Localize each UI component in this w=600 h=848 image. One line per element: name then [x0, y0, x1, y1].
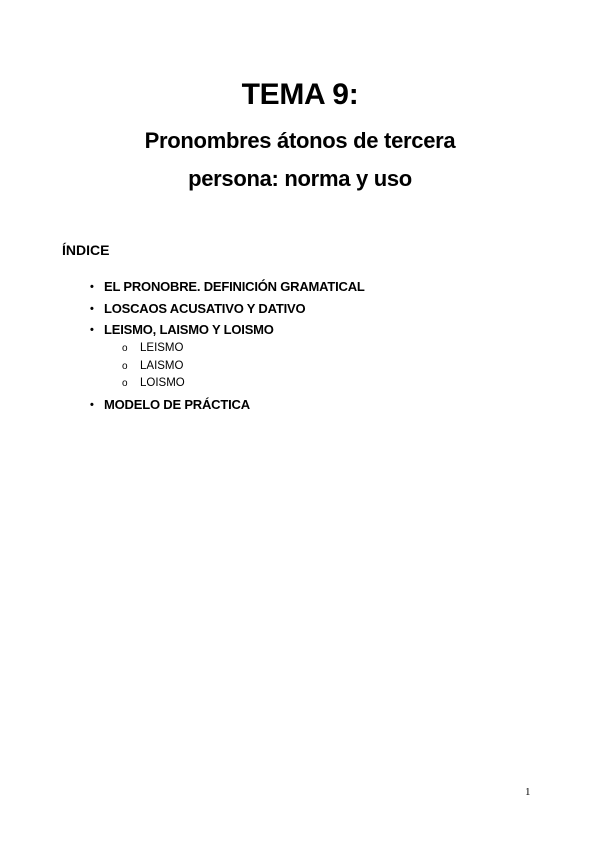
index-heading: ÍNDICE — [62, 242, 110, 258]
bullet-icon: • — [90, 280, 94, 293]
index-item — [90, 301, 305, 316]
index-item-label: LOSCAOS ACUSATIVO Y DATIVO — [104, 301, 306, 316]
index-subitem-label: LEISMO — [140, 342, 184, 354]
index-subitem — [122, 342, 183, 354]
index-item-label: EL PRONOBRE. DEFINICIÓN GRAMATICAL — [104, 279, 365, 294]
bullet-icon: • — [90, 302, 94, 315]
index-item — [90, 279, 365, 294]
document-title: TEMA 9: — [241, 78, 359, 111]
index-item — [90, 322, 274, 337]
page-number: 1 — [525, 786, 531, 798]
circle-bullet-icon: o — [122, 342, 128, 354]
index-subitem — [122, 360, 183, 372]
index-subitem-label: LAISMO — [140, 360, 184, 372]
index-item-label: MODELO DE PRÁCTICA — [104, 397, 250, 412]
document-subtitle-line2: persona: norma y uso — [188, 166, 412, 191]
circle-bullet-icon: o — [122, 360, 128, 372]
index-subitem — [122, 377, 185, 389]
index-item-label: LEISMO, LAISMO Y LOISMO — [104, 322, 274, 337]
document-subtitle-line1: Pronombres átonos de tercera — [144, 128, 456, 153]
index-subitem-label: LOISMO — [140, 377, 185, 389]
index-item — [90, 397, 250, 412]
circle-bullet-icon: o — [122, 377, 128, 389]
bullet-icon: • — [90, 323, 94, 336]
bullet-icon: • — [90, 398, 94, 411]
